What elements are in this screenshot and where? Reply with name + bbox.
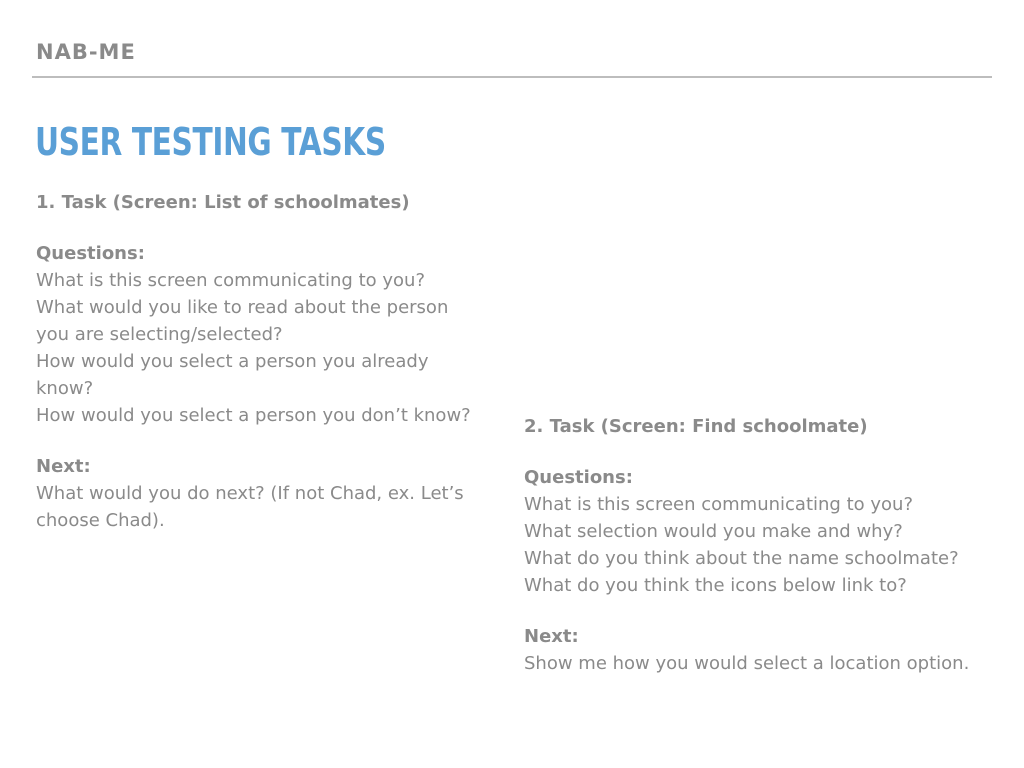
question-item: What is this screen communicating to you? xyxy=(36,270,425,291)
question-item: What do you think about the name schoolmate? xyxy=(524,548,959,569)
header-divider xyxy=(32,76,992,78)
brand-label: NAB-ME xyxy=(36,40,136,64)
question-item: How would you select a person you don’t know? xyxy=(36,405,471,426)
questions-label: Questions: xyxy=(524,467,633,488)
question-item: What is this screen communicating to you? xyxy=(524,494,913,515)
next-step: What would you do next? (If not Chad, ex. Let’s choose Chad). xyxy=(36,483,464,531)
question-item: What would you like to read about the person you are selecting/selected? xyxy=(36,297,449,345)
questions-label: Questions: xyxy=(36,243,145,264)
task-heading: 1. Task (Screen: List of schoolmates) xyxy=(36,192,410,213)
question-item: How would you select a person you already know? xyxy=(36,351,429,399)
page-title: USER TESTING TASKS xyxy=(35,120,386,164)
task-heading: 2. Task (Screen: Find schoolmate) xyxy=(524,416,868,437)
task-block-2 xyxy=(524,413,984,677)
next-label: Next: xyxy=(36,456,91,477)
next-step: Show me how you would select a location option. xyxy=(524,653,970,674)
question-item: What do you think the icons below link to? xyxy=(524,575,907,596)
question-item: What selection would you make and why? xyxy=(524,521,903,542)
next-label: Next: xyxy=(524,626,579,647)
task-block-1 xyxy=(36,189,486,534)
